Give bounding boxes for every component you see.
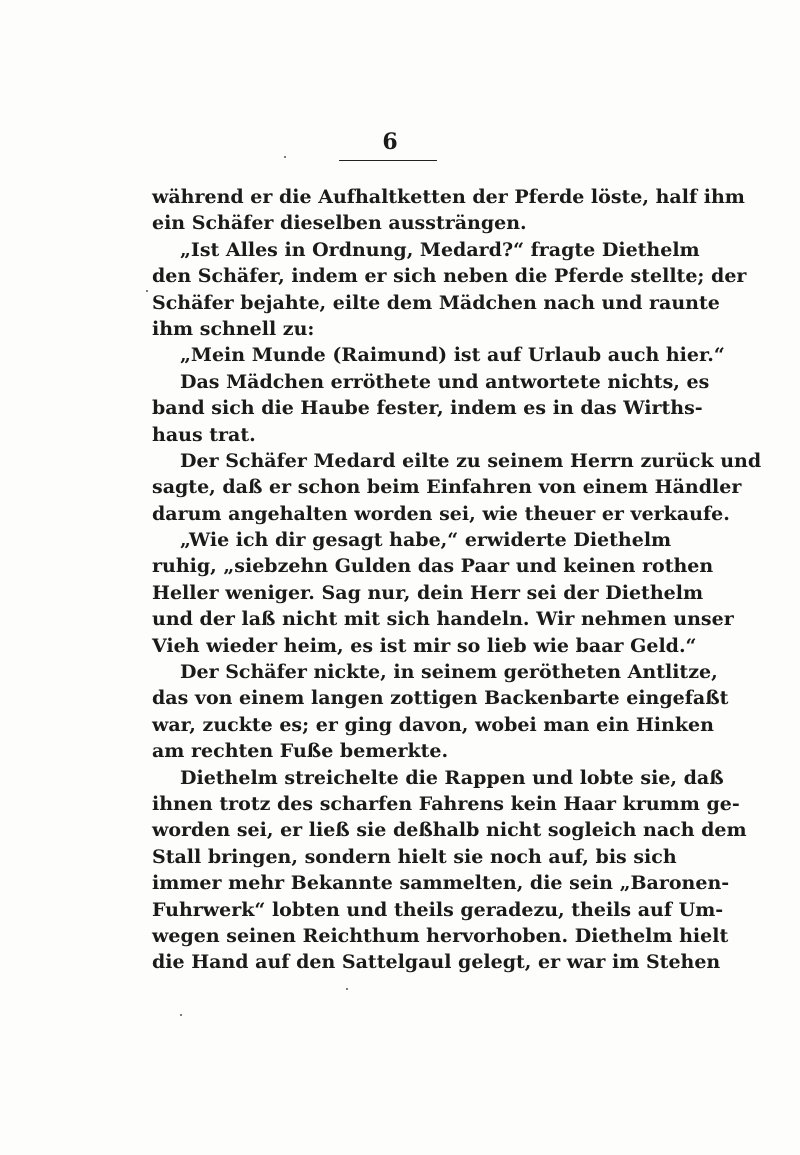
- header-rule: [339, 160, 437, 161]
- text-line: Stall bringen, sondern hielt sie noch auf, bis sich: [152, 845, 677, 868]
- text-line: Fuhrwerk“ lobten und theils geradezu, theils auf Um-: [152, 898, 724, 921]
- page-number: 6: [382, 129, 398, 155]
- text-line: ruhig, „siebzehn Gulden das Paar und keinen rothen: [152, 555, 714, 578]
- text-line: „Ist Alles in Ordnung, Medard?“ fragte Diethelm: [180, 238, 700, 261]
- text-line: ein Schäfer dieselben aussträngen.: [152, 212, 527, 235]
- scan-speck: [146, 290, 148, 292]
- text-line: war, zuckte es; er ging davon, wobei man ein Hinken: [152, 713, 714, 736]
- text-line: darum angehalten worden sei, wie theuer er verkaufe.: [152, 502, 730, 525]
- text-line: haus trat.: [152, 423, 256, 446]
- text-line: die Hand auf den Sattelgaul gelegt, er war im Stehen: [152, 951, 721, 974]
- text-line: „Wie ich dir gesagt habe,“ erwiderte Diethelm: [180, 529, 672, 552]
- text-line: Schäfer bejahte, eilte dem Mädchen nach und raunte: [152, 291, 720, 314]
- text-line: und der laß nicht mit sich handeln. Wir nehmen unser: [152, 608, 734, 631]
- text-line: Der Schäfer nickte, in seinem gerötheten Antlitze,: [180, 661, 718, 684]
- text-line: am rechten Fuße bemerkte.: [152, 740, 449, 763]
- text-line: Vieh wieder heim, es ist mir so lieb wie baar Geld.“: [152, 634, 697, 657]
- text-line: Diethelm streichelte die Rappen und lobte sie, daß: [180, 766, 724, 789]
- text-line: „Mein Munde (Raimund) ist auf Urlaub auch hier.“: [180, 344, 725, 367]
- body-text: [152, 184, 762, 976]
- text-line: Der Schäfer Medard eilte zu seinem Herrn zurück und: [180, 449, 762, 472]
- text-line: wegen seinen Reichthum hervorhoben. Diethelm hielt: [152, 924, 729, 947]
- text-line: ihnen trotz des scharfen Fahrens kein Haar krumm ge-: [152, 792, 740, 815]
- text-line: Heller weniger. Sag nur, dein Herr sei der Diethelm: [152, 581, 704, 604]
- text-line: Das Mädchen erröthete und antwortete nichts, es: [180, 370, 710, 393]
- text-line: sagte, daß er schon beim Einfahren von einem Händler: [152, 476, 742, 499]
- text-line: während er die Aufhaltketten der Pferde löste, half ihm: [152, 186, 745, 208]
- text-line: ihm schnell zu:: [152, 317, 315, 340]
- text-line: den Schäfer, indem er sich neben die Pferde stellte; der: [152, 265, 747, 288]
- scan-speck: [180, 1014, 182, 1016]
- text-line: worden sei, er ließ sie deßhalb nicht sogleich nach dem: [152, 819, 747, 842]
- text-line: band sich die Haube fester, indem es in das Wirths-: [152, 397, 703, 420]
- scan-speck: [346, 988, 348, 990]
- text-line: immer mehr Bekannte sammelten, die sein „Baronen-: [152, 872, 730, 895]
- scan-speck: [284, 156, 286, 158]
- text-line: das von einem langen zottigen Backenbarte eingefaßt: [152, 687, 729, 710]
